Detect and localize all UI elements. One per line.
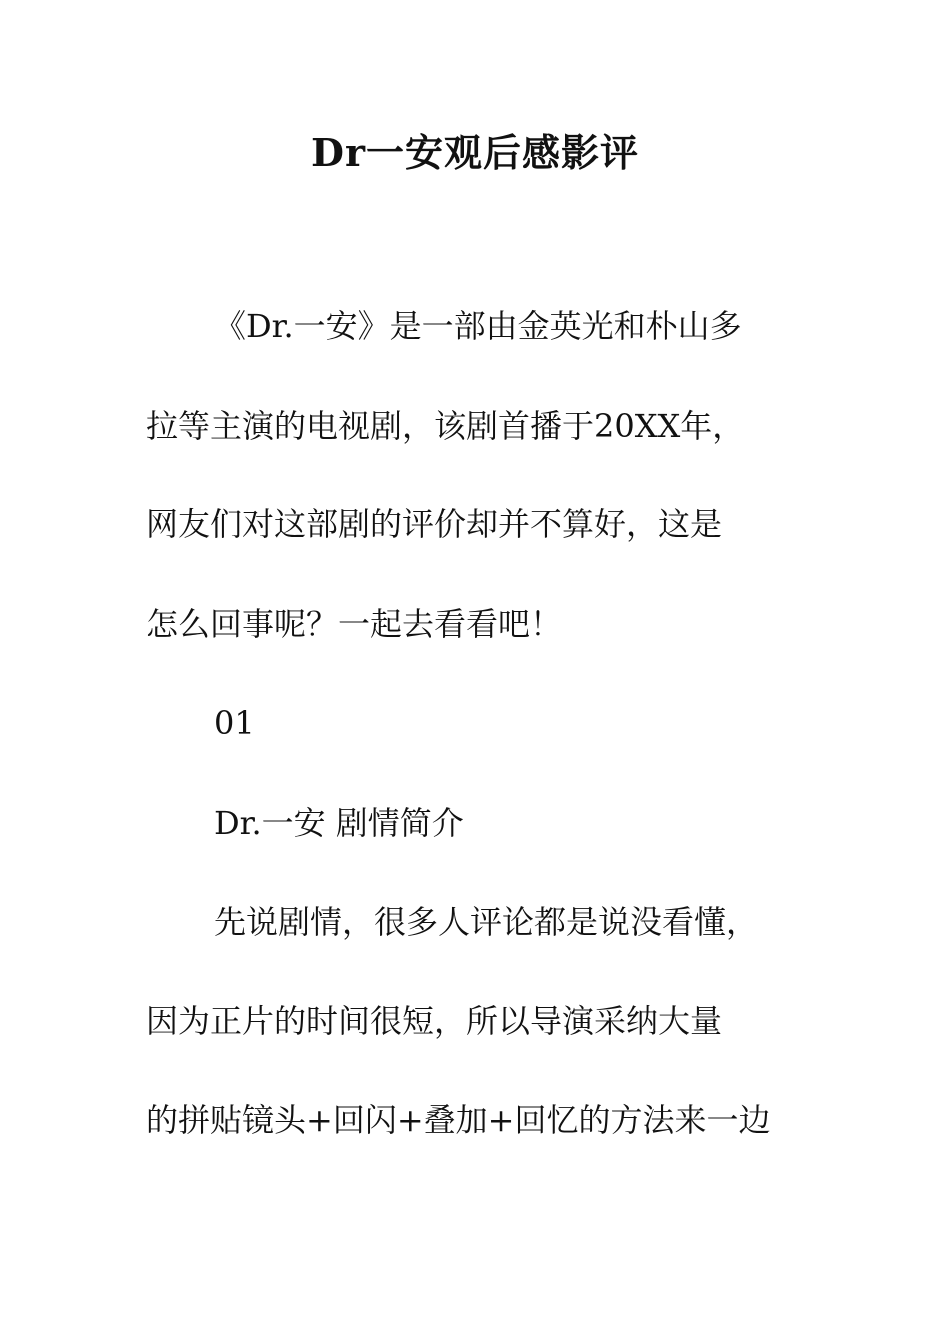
section-number: 01 (214, 704, 255, 742)
paragraph-line: 《Dr.一安》是一部由金英光和朴山多 (214, 307, 742, 345)
document-title: Dr一安观后感影评 (311, 130, 639, 175)
paragraph-line: 拉等主演的电视剧，该剧首播于20XX年， (146, 407, 745, 445)
paragraph-line: 网友们对这部剧的评价却并不算好，这是 (146, 505, 723, 543)
paragraph-line: 先说剧情，很多人评论都是说没看懂， (214, 903, 759, 941)
paragraph-line: 因为正片的时间很短，所以导演采纳大量 (146, 1002, 723, 1040)
paragraph-line: 的拼贴镜头+回闪+叠加+回忆的方法来一边 (146, 1101, 771, 1139)
section-heading: Dr.一安 剧情简介 (214, 804, 464, 842)
paragraph-line: 怎么回事呢？一起去看看吧！ (146, 605, 563, 643)
